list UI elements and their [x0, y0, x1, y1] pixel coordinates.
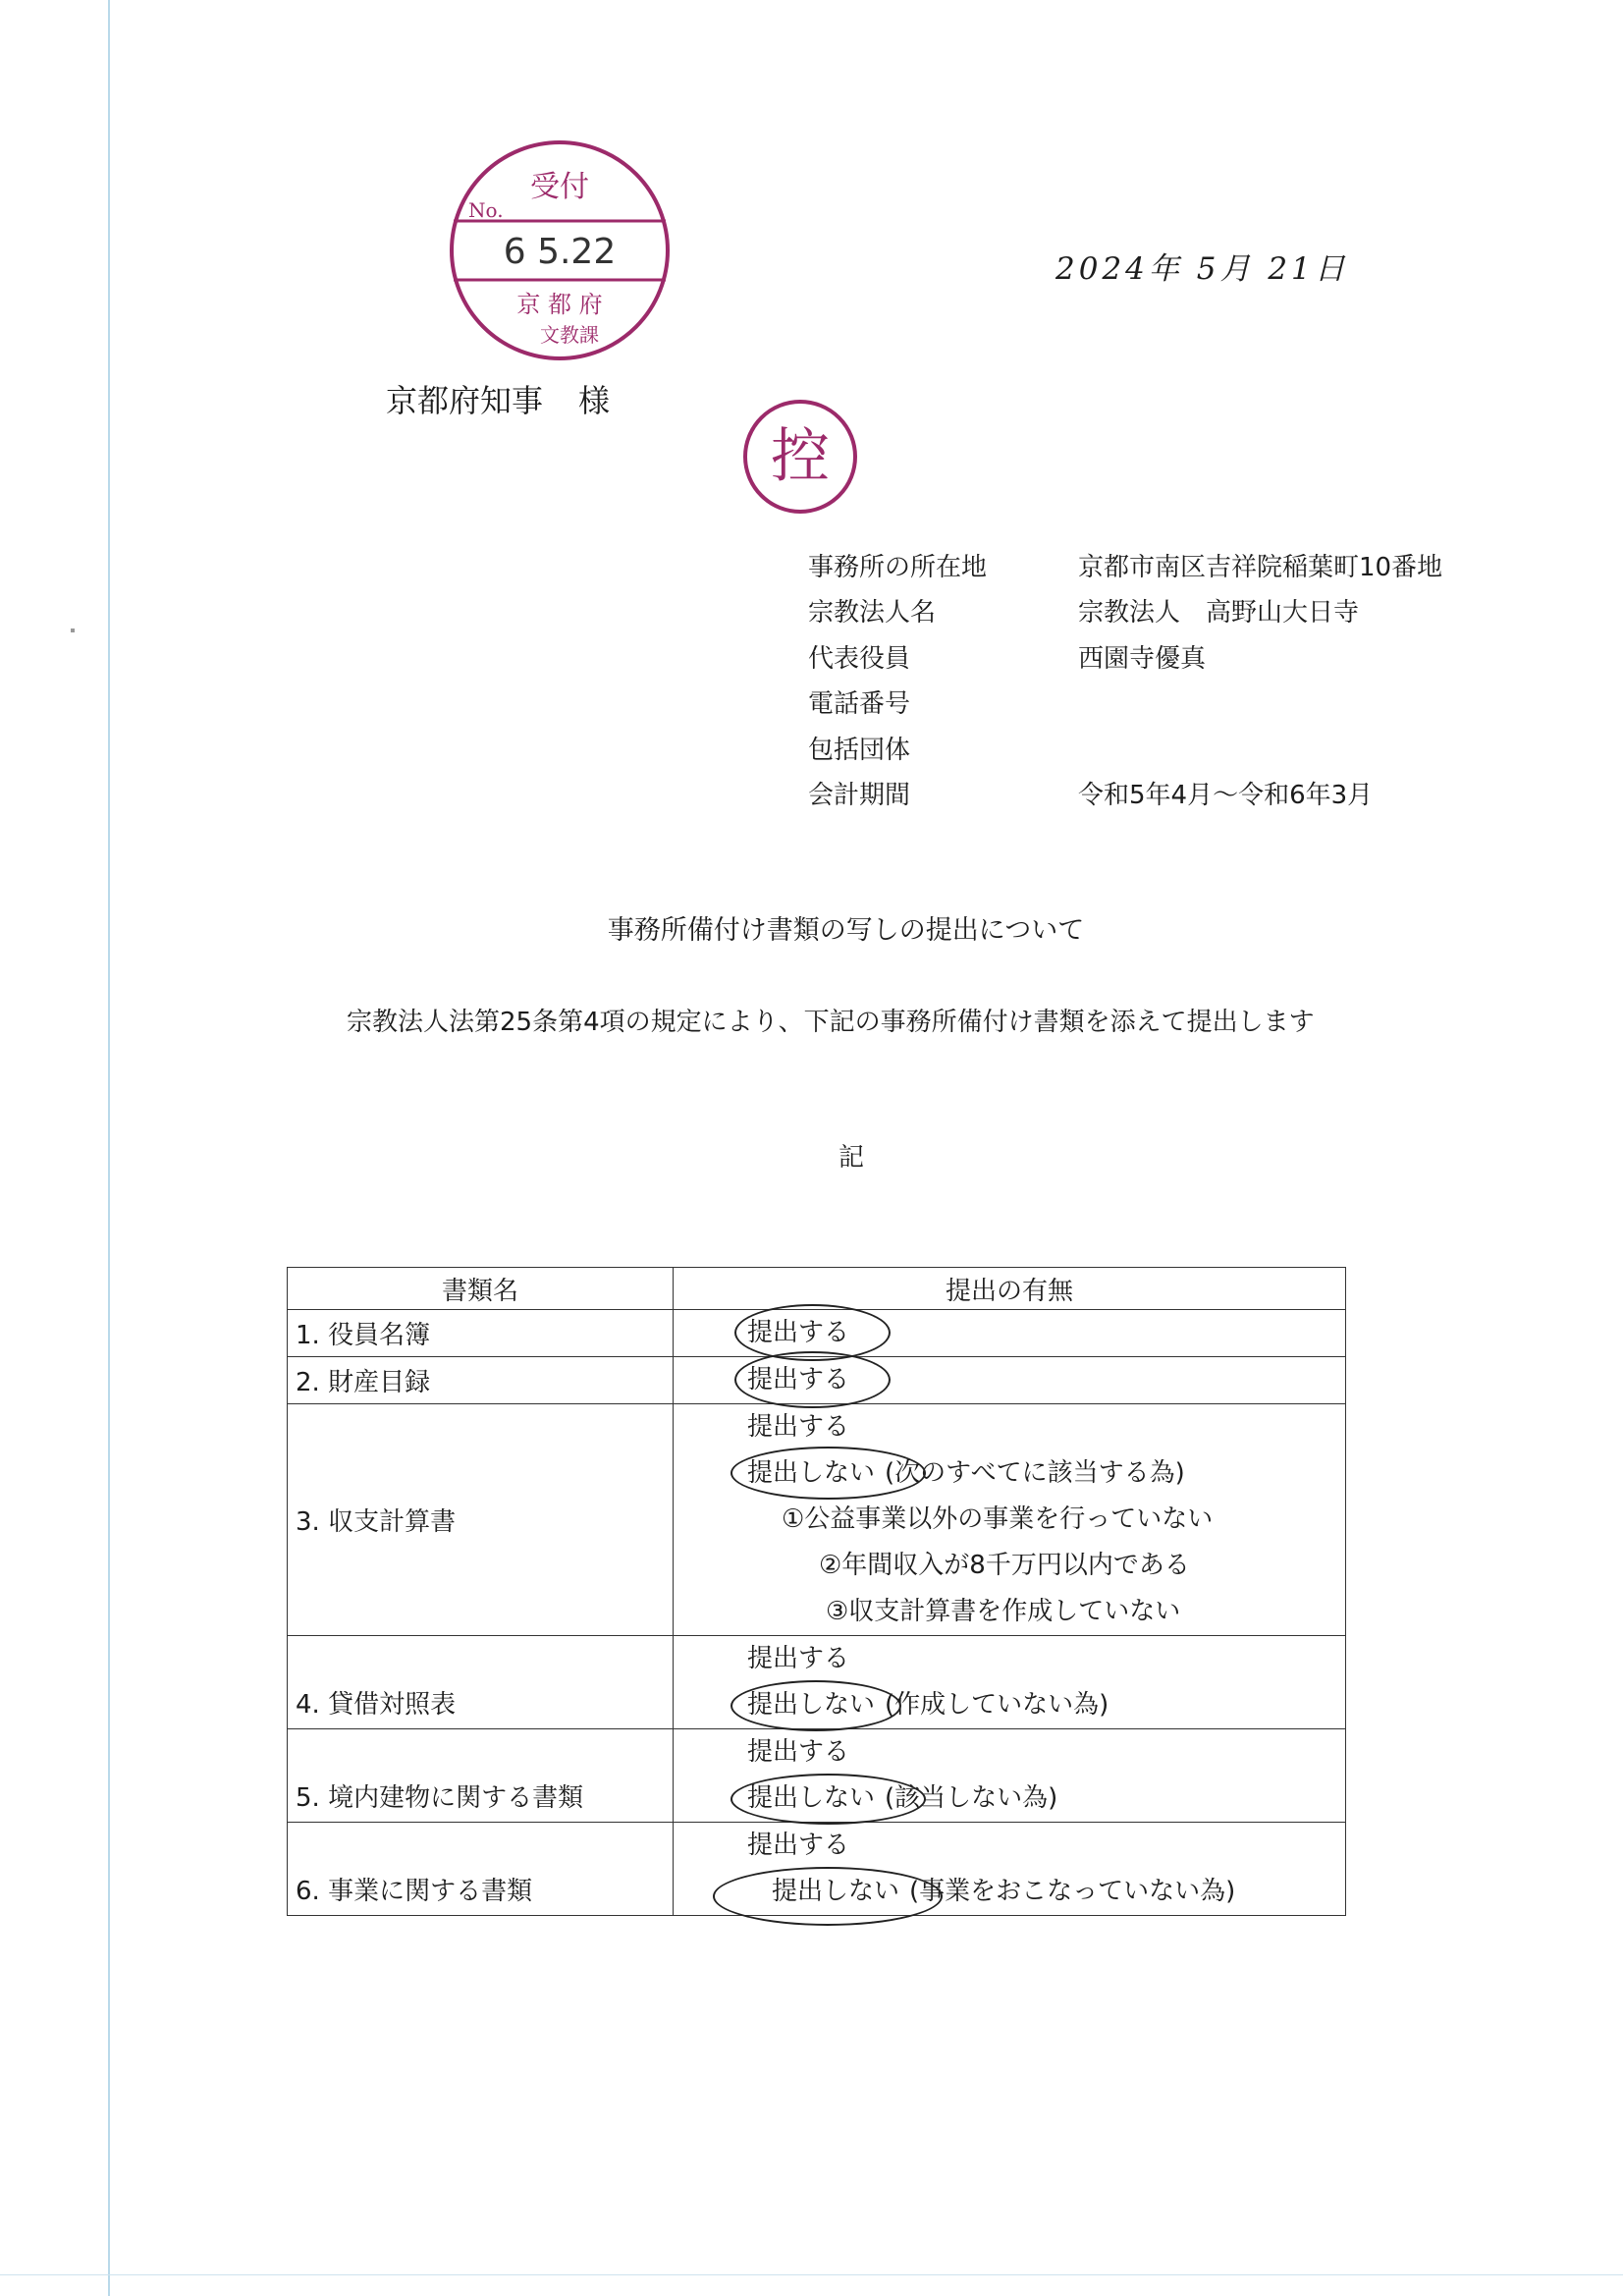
condition-line	[674, 1497, 1345, 1543]
submission-line	[674, 1869, 1345, 1915]
header-submission: 提出の有無	[674, 1268, 1346, 1310]
submission-line	[674, 1404, 1345, 1450]
info-value: 西園寺優真	[1078, 643, 1207, 674]
submission-line	[674, 1450, 1345, 1497]
addressee-honorific: 様	[578, 382, 611, 419]
info-label: 事務所の所在地	[808, 552, 988, 582]
condition-item: ②年間収入が8千万円以内である	[819, 1551, 1190, 1580]
condition-item: ③収支計算書を作成していない	[826, 1597, 1181, 1626]
document-name: 3. 収支計算書	[288, 1404, 674, 1636]
stamp-bottom-text: 京 都 府	[516, 291, 603, 318]
not-submit-option: 提出しない	[747, 1458, 876, 1488]
table-row	[288, 1636, 1346, 1729]
submit-option: 提出する	[747, 1318, 850, 1347]
submission-cell	[674, 1636, 1346, 1729]
control-seal-char: 控	[771, 422, 830, 491]
submission-line	[674, 1776, 1345, 1822]
submit-option: 提出する	[747, 1644, 850, 1673]
documents-table	[287, 1267, 1346, 1916]
submission-line	[674, 1310, 1345, 1356]
not-submit-option: 提出しない	[772, 1877, 900, 1906]
info-row	[808, 680, 1442, 726]
submission-cell	[674, 1729, 1346, 1823]
scan-speck	[71, 629, 75, 632]
info-label: 代表役員	[808, 643, 911, 674]
submission-line	[674, 1823, 1345, 1869]
condition-line	[674, 1589, 1345, 1635]
submission-line	[674, 1729, 1345, 1776]
info-row	[808, 725, 1442, 771]
subject-heading: 事務所備付け書類の写しの提出について	[607, 915, 1085, 946]
table-row	[288, 1823, 1346, 1916]
submit-option: 提出する	[747, 1365, 850, 1394]
document-date: 2024年 5月 21日	[1055, 251, 1349, 287]
margin-line	[108, 0, 110, 2296]
control-seal	[741, 398, 859, 516]
submit-option: 提出する	[747, 1737, 850, 1767]
ki-heading: 記	[839, 1143, 865, 1173]
info-row	[808, 588, 1442, 634]
submit-option: 提出する	[747, 1831, 850, 1860]
info-value: 宗教法人 高野山大日寺	[1078, 598, 1360, 629]
info-label: 会計期間	[808, 781, 911, 811]
scan-edge-line	[0, 2274, 1623, 2275]
document-name: 5. 境内建物に関する書類	[288, 1729, 674, 1823]
reason-note: (作成していない為)	[885, 1690, 1109, 1720]
submission-cell	[674, 1310, 1346, 1357]
stamp-date: 6 5.22	[503, 232, 617, 272]
addressee	[386, 376, 610, 421]
info-row	[808, 542, 1442, 588]
submission-line	[674, 1357, 1345, 1403]
not-submit-option: 提出しない	[747, 1783, 876, 1813]
header-document-name: 書類名	[288, 1268, 674, 1310]
submission-cell	[674, 1357, 1346, 1404]
not-submit-option: 提出しない	[747, 1690, 876, 1720]
info-label: 宗教法人名	[808, 598, 937, 629]
info-row	[808, 633, 1442, 680]
stamp-no-label: No.	[468, 198, 504, 222]
reason-note: (次のすべてに該当する為)	[885, 1458, 1185, 1488]
submission-cell	[674, 1823, 1346, 1916]
stamp-top-text: 受付	[530, 170, 589, 204]
condition-item: ①公益事業以外の事業を行っていない	[782, 1504, 1214, 1534]
table-header-row	[288, 1268, 1346, 1310]
document-name: 6. 事業に関する書類	[288, 1823, 674, 1916]
table-row	[288, 1357, 1346, 1404]
info-value: 令和5年4月～令和6年3月	[1078, 781, 1374, 811]
info-label: 包括団体	[808, 735, 911, 765]
document-name: 2. 財産目録	[288, 1357, 674, 1404]
condition-line	[674, 1543, 1345, 1589]
info-value: 京都市南区吉祥院稲葉町10番地	[1078, 552, 1443, 582]
corporation-info	[808, 542, 1442, 816]
table-row	[288, 1310, 1346, 1357]
document-name: 1. 役員名簿	[288, 1310, 674, 1357]
submission-line	[674, 1682, 1345, 1728]
document-name: 4. 貸借対照表	[288, 1636, 674, 1729]
info-row	[808, 771, 1442, 817]
body-text: 宗教法人法第25条第4項の規定により、下記の事務所備付け書類を添えて提出します	[347, 1008, 1315, 1037]
submission-line	[674, 1636, 1345, 1682]
stamp-bottom-text-2: 文教課	[540, 323, 599, 347]
table-row	[288, 1729, 1346, 1823]
reason-note: (事業をおこなっていない為)	[909, 1877, 1236, 1906]
addressee-name: 京都府知事	[386, 382, 544, 419]
table-row	[288, 1404, 1346, 1636]
submit-option: 提出する	[747, 1412, 850, 1442]
info-label: 電話番号	[808, 689, 911, 720]
reception-stamp	[447, 137, 673, 363]
reason-note: (該当しない為)	[885, 1783, 1058, 1813]
submission-cell	[674, 1404, 1346, 1636]
